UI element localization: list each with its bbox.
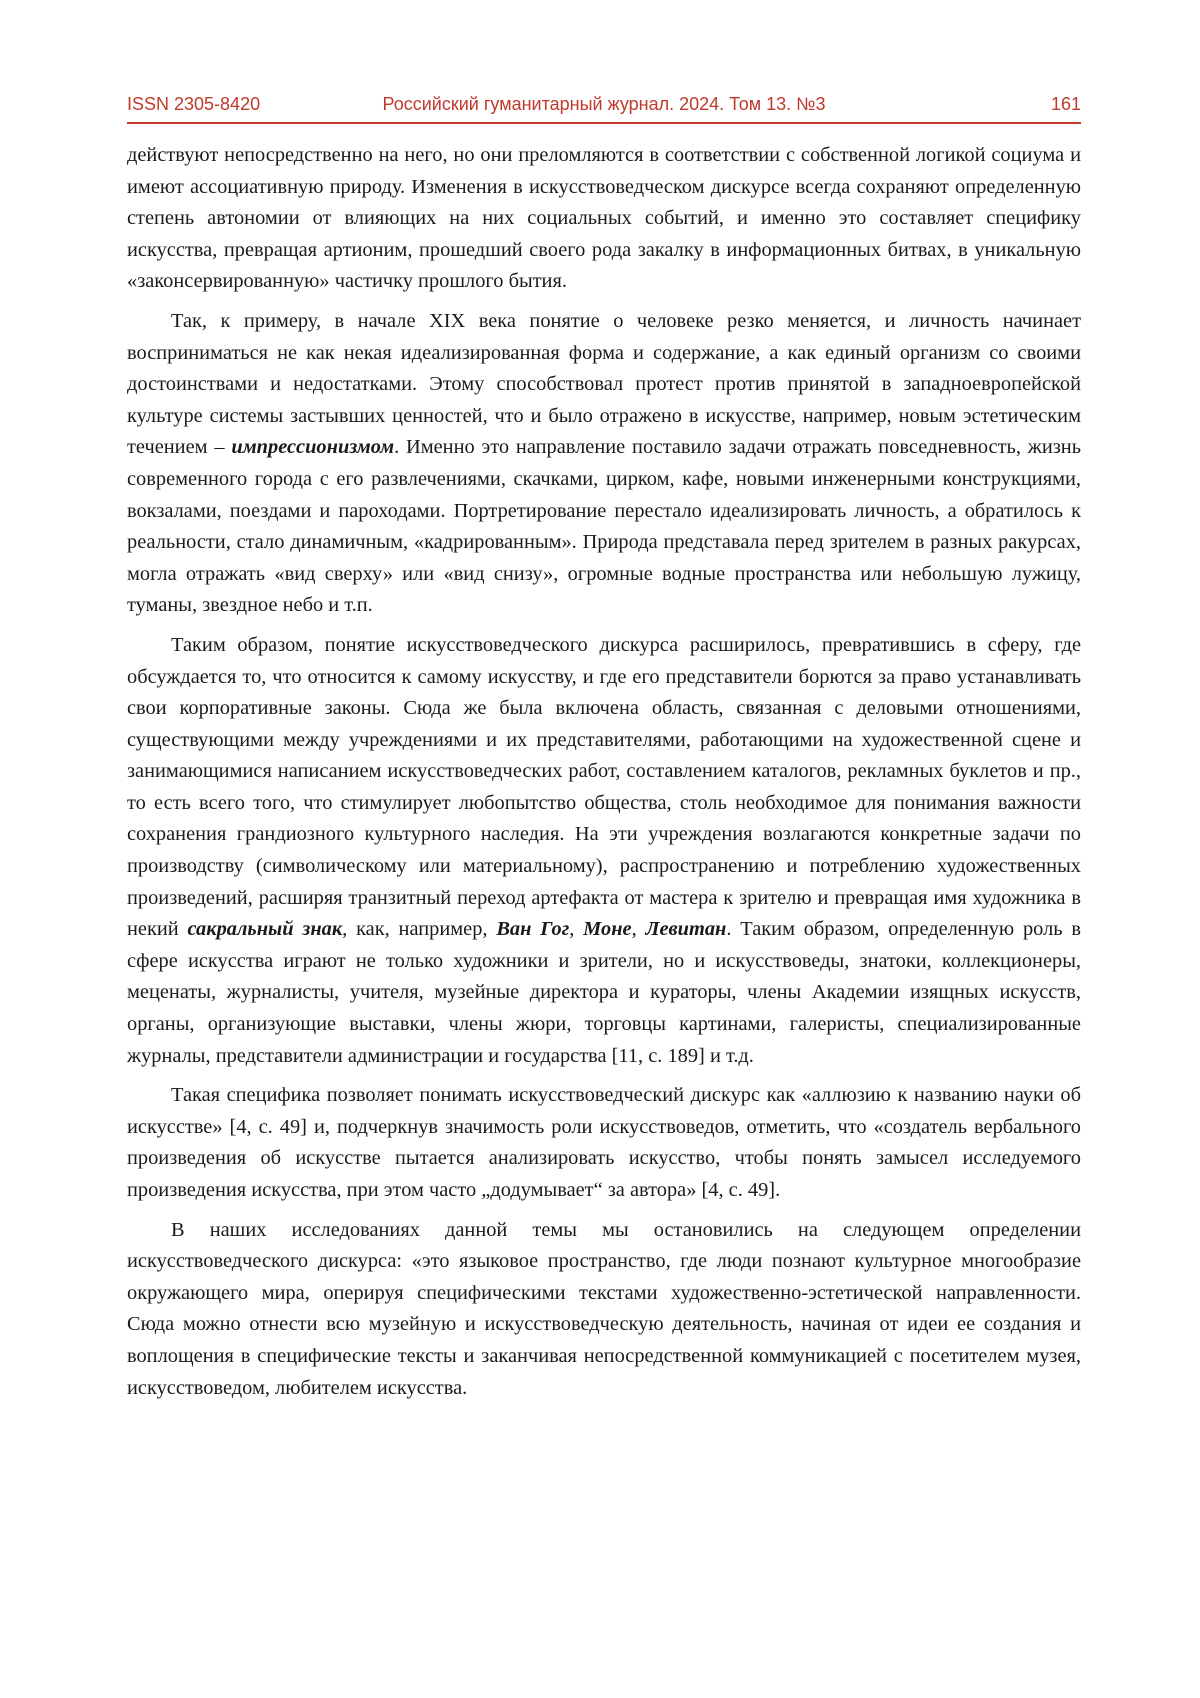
term-sacred-sign: сакральный знак — [187, 918, 343, 941]
journal-title: Российский гуманитарный журнал. 2024. Том 13. №3 — [382, 94, 826, 114]
paragraph-3-text-d: , — [631, 918, 646, 941]
paragraph-3-text-e: . Таким образом, определенную роль в сфере искусства играют не только художники и зрители, но и искусствоведы, знатоки, коллекционеры, меценаты, журналисты, учителя, музейные директора и кураторы, члены Академии изящных искусств, органы, организующие выставки, члены жюри, торговцы картинами, галеристы, специализированные журналы, представители администрации и государства [11, с. 189] и т.д. — [127, 918, 1082, 1067]
article-body — [127, 140, 1081, 1412]
paragraph-3-text-c: , — [569, 918, 584, 941]
paragraph-5: В наших исследованиях данной темы мы остановились на следующем определении искусствоведческого дискурса: «это языковое пространство, где люди познают культурное многообразие окружающего мира, оперируя специфическими текстами художественно-эстетической направленности. Сюда можно отнести всю музейную и искусствоведческую деятельность, начиная от идеи ее создания и воплощения в специфические тексты и заканчивая непосредственной коммуникацией с посетителем музея, искусствоведом, любителем искусства. — [127, 1218, 1081, 1399]
running-header — [127, 92, 1081, 124]
term-impressionism: импрессионизмом — [231, 436, 395, 459]
paragraph-3-text-a: Таким образом, понятие искусствоведческого дискурса расширилось, превратившись в сферу, где обсуждается то, что относится к самому искусству, и где его представители борются за право устанавливать свои корпоративные законы. Сюда же была включена область, связанная с деловыми отношениями, существующими между учреждениями и их представителями, работающими на художественной сцене и занимающимися написанием искусствоведческих работ, составлением каталогов, рекламных буклетов и пр., то есть всего того, что стимулирует любопытство общества, столь необходимое для понимания важности сохранения грандиозного культурного наследия. На эти учреждения возлагаются конкретные задачи по производству (символическому или материальному), распространению и потреблению художественных произведений, расширяя транзитный переход артефакта от мастера к зрителю и превращая имя художника в некий — [127, 633, 1081, 941]
paragraph-1: действуют непосредственно на него, но они преломляются в соответствии с собственной логикой социума и имеют ассоциативную природу. Изменения в искусствоведческом дискурсе всегда сохраняют определенную степень автономии от влияющих на них социальных событий, и именно это составляет специфику искусства, превращая артионим, прошедший своего рода закалку в информационных битвах, в уникальную «законсервированную» частичку прошлого бытия. — [127, 144, 1081, 293]
paragraph-4: Такая специфика позволяет понимать искусствоведческий дискурс как «аллюзию к названию науки об искусстве» [4, с. 49] и, подчеркнув значимость роли искусствоведов, отметить, что «создатель вербального произведения об искусстве пытается анализировать искусство, чтобы понять замысел исследуемого произведения искусства, при этом часто „додумывает“ за автора» [4, с. 49]. — [127, 1084, 1081, 1201]
issn-label: ISSN 2305-8420 — [127, 94, 261, 114]
name-van-gogh: Ван Гог — [496, 918, 570, 941]
page-number: 161 — [1050, 94, 1081, 114]
paragraph-2 — [127, 306, 1081, 622]
name-monet: Моне — [583, 918, 632, 941]
paragraph-2-text-a: Так, к примеру, в начале XIX века понятие о человеке резко меняется, и личность начинает восприниматься не как некая идеализированная форма и содержание, а как единый организм со своими достоинствами и недостатками. Этому способствовал протест против принятой в западноевропейской культуре системы застывших ценностей, что и было отражено в искусстве, например, новым эстетическим течением – — [127, 309, 1081, 459]
name-levitan: Левитан — [645, 918, 727, 941]
paragraph-3-text-b: , как, например, — [342, 918, 497, 941]
paragraph-2-text-b: . Именно это направление поставило задачи отражать повседневность, жизнь современного города с его развлечениями, скачками, цирком, кафе, новыми инженерными конструкциями, вокзалами, поездами и пароходами. Портретирование перестало идеализировать личность, а обратилось к реальности, стало динамичным, «кадрированным». Природа представала перед зрителем в разных ракурсах, могла отражать «вид сверху» или «вид снизу», огромные водные пространства или небольшую лужицу, туманы, звездное небо и т.п. — [127, 436, 1081, 617]
paragraph-3 — [127, 630, 1081, 1072]
